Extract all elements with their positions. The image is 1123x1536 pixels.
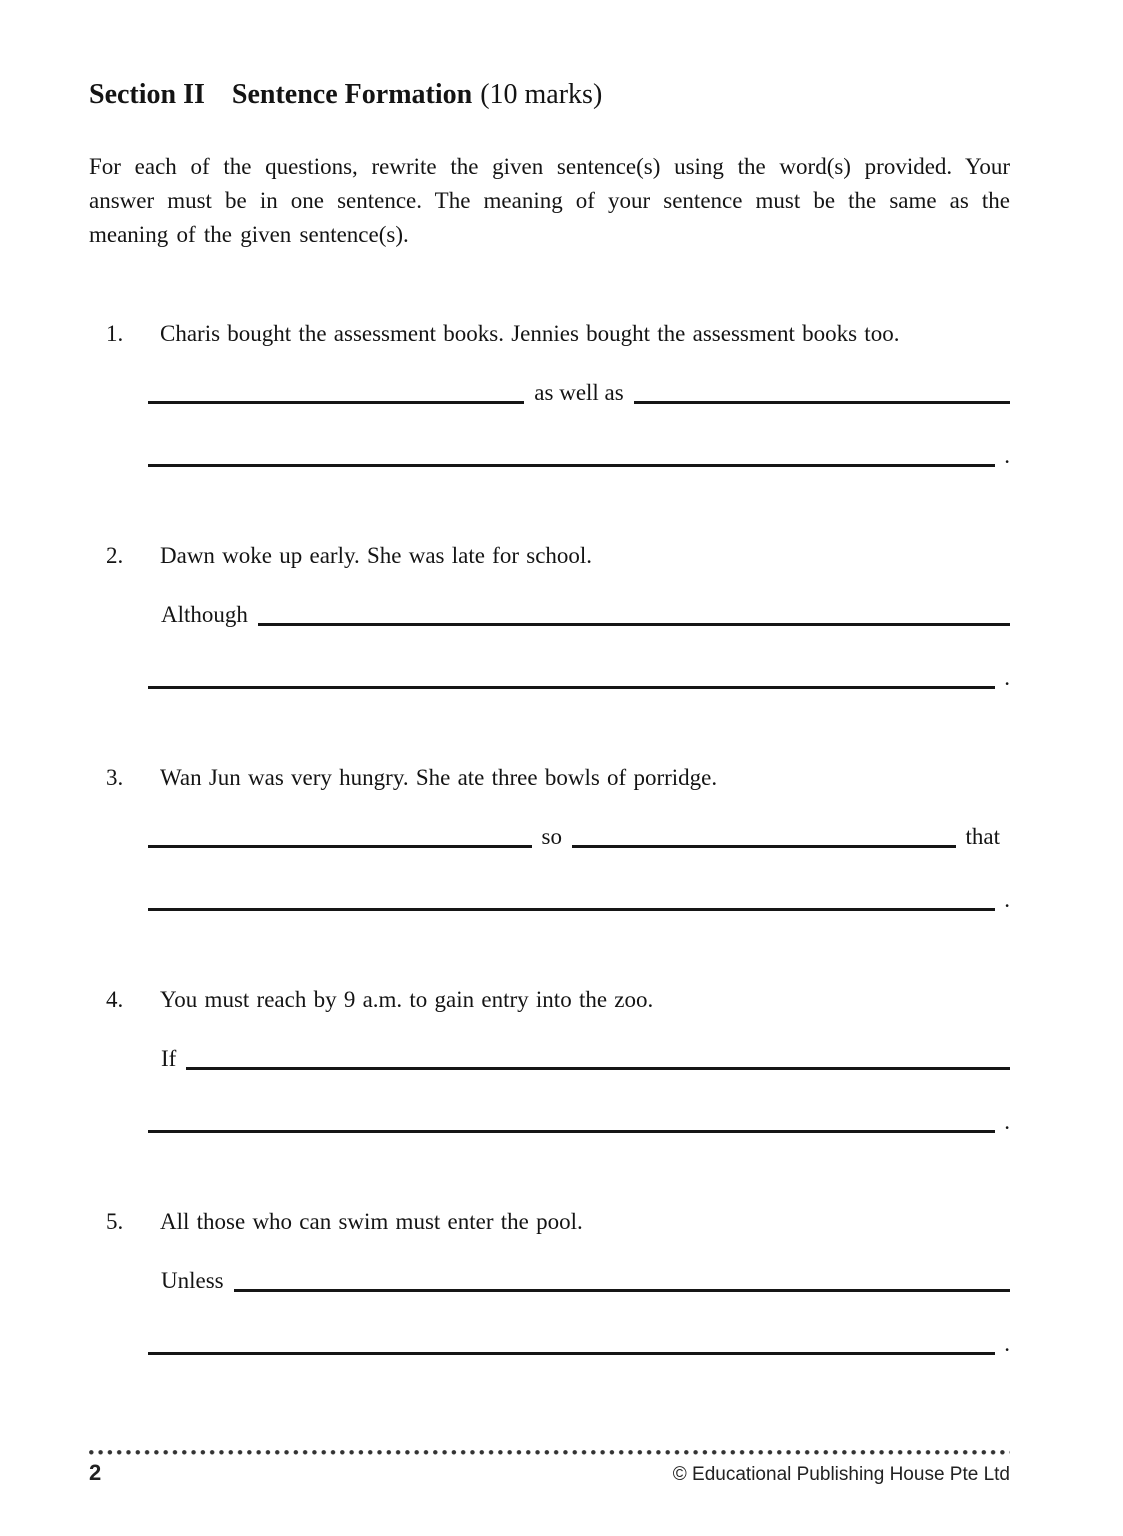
question-number: 2. — [106, 543, 124, 568]
question-sentence: You must reach by 9 a.m. to gain entry into the zoo. — [160, 987, 654, 1012]
question-4 — [89, 984, 1010, 1137]
page-number: 2 — [89, 1460, 102, 1485]
question-body — [148, 318, 1010, 471]
answer-blank[interactable] — [634, 376, 1010, 404]
answer-blank[interactable] — [148, 1327, 995, 1355]
answer-line-1 — [148, 818, 1010, 852]
answer-line-2 — [148, 1325, 1010, 1359]
answer-blank[interactable] — [234, 1264, 1010, 1292]
question-2 — [89, 540, 1010, 693]
copyright-notice: © Educational Publishing House Pte Ltd — [672, 1464, 1010, 1485]
question-body — [148, 762, 1010, 915]
question-3 — [89, 762, 1010, 915]
answer-line-1 — [148, 1262, 1010, 1296]
question-number: 3. — [106, 765, 124, 790]
answer-blank[interactable] — [148, 883, 995, 911]
connector-word: If — [161, 1046, 177, 1071]
connector-word: so — [541, 824, 562, 849]
question-number: 4. — [106, 987, 124, 1012]
instructions-text: For each of the questions, rewrite the given sentence(s) using the word(s) provided. Your answer must be in one sentence. The meaning of your sentence must be the same as the meaning of the given sentence(s). — [89, 154, 1010, 247]
connector-word: that — [965, 824, 1001, 849]
answer-line-1 — [148, 596, 1010, 630]
answer-blank[interactable] — [148, 661, 995, 689]
period-mark: . — [1004, 443, 1010, 468]
period-mark: . — [1004, 1331, 1010, 1356]
question-number: 5. — [106, 1209, 124, 1234]
question-sentence: All those who can swim must enter the pool. — [160, 1209, 583, 1234]
answer-blank[interactable] — [186, 1042, 1010, 1070]
answer-blank[interactable] — [148, 376, 524, 404]
answer-line-2 — [148, 437, 1010, 471]
section-title — [89, 78, 1010, 112]
question-number: 1. — [106, 321, 124, 346]
answer-line-2 — [148, 881, 1010, 915]
answer-blank[interactable] — [148, 1105, 995, 1133]
answer-line-1 — [148, 374, 1010, 408]
answer-line-1 — [148, 1040, 1010, 1074]
answer-blank[interactable] — [148, 439, 995, 467]
connector-word: Although — [161, 602, 248, 627]
questions-list — [89, 318, 1010, 1359]
question-body — [148, 540, 1010, 693]
answer-blank[interactable] — [148, 820, 532, 848]
answer-line-2 — [148, 1103, 1010, 1137]
section-name: Sentence Formation — [231, 79, 473, 110]
answer-blank[interactable] — [258, 598, 1010, 626]
footer-row — [89, 1460, 1010, 1486]
question-body — [148, 1206, 1010, 1359]
question-sentence: Charis bought the assessment books. Jennies bought the assessment books too. — [160, 321, 900, 346]
answer-line-2 — [148, 659, 1010, 693]
section-label: Section II — [89, 79, 205, 110]
page-footer — [89, 1450, 1010, 1486]
connector-word: as well as — [534, 380, 624, 405]
question-sentence: Dawn woke up early. She was late for school. — [160, 543, 593, 568]
footer-divider — [89, 1450, 1010, 1455]
period-mark: . — [1004, 887, 1010, 912]
question-sentence: Wan Jun was very hungry. She ate three bowls of porridge. — [160, 765, 718, 790]
question-5 — [89, 1206, 1010, 1359]
question-1 — [89, 318, 1010, 471]
section-marks: (10 marks) — [480, 79, 603, 110]
period-mark: . — [1004, 665, 1010, 690]
connector-word: Unless — [161, 1268, 224, 1293]
question-body — [148, 984, 1010, 1137]
answer-blank[interactable] — [572, 820, 956, 848]
period-mark: . — [1004, 1109, 1010, 1134]
